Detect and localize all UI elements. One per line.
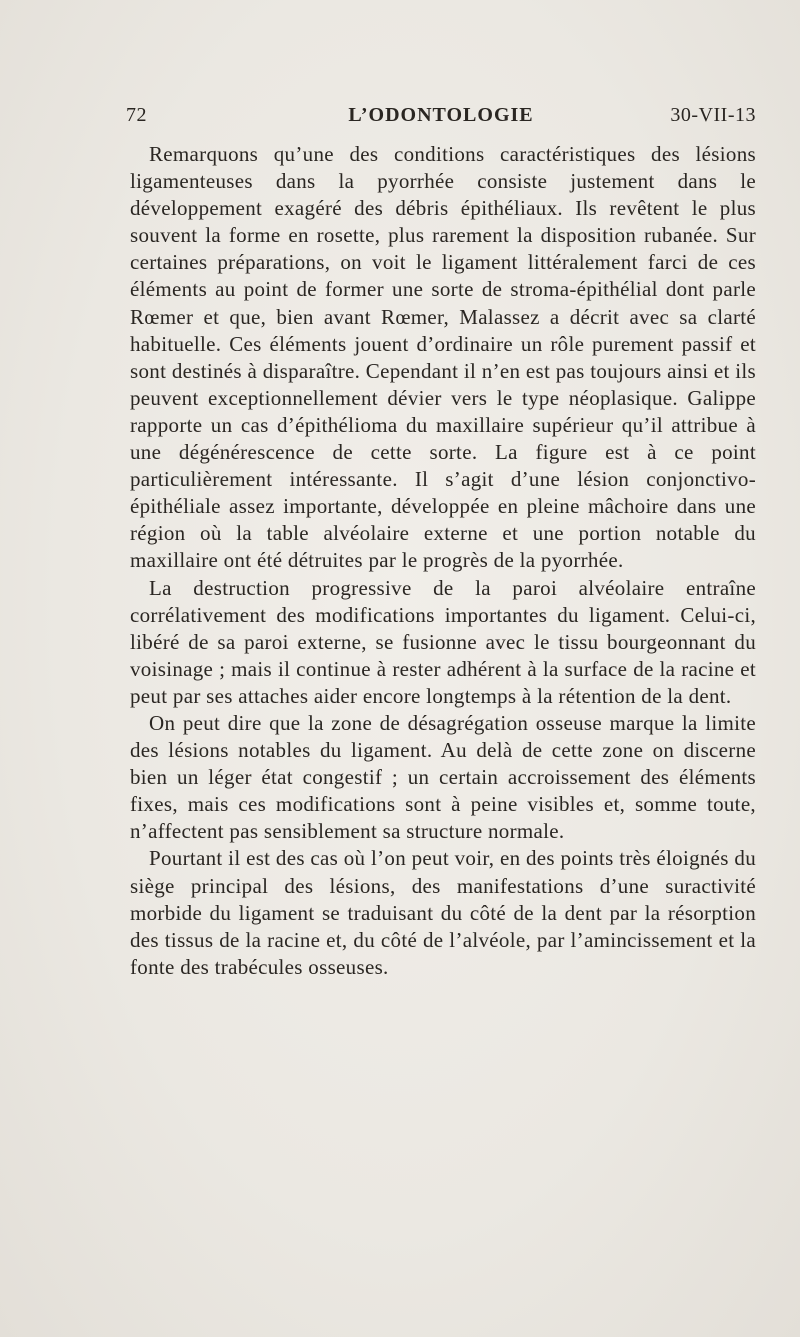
page-number: 72 xyxy=(126,104,147,126)
paragraph: Pourtant il est des cas où l’on peut voir, en des points très éloignés du siège principal des lésions, des manifestations d’une suractivité morbide du ligament se traduisant du côté de la dent par la résorption des tissus de la racine et, du côté de l’alvéole, par l’amincissement et la fonte des trabécules osseuses. xyxy=(130,846,756,979)
paragraph: Remarquons qu’une des conditions caractéristiques des lésions ligamenteuses dans la pyorrhée consiste justement dans le développement exagéré des débris épithéliaux. Ils revêtent le plus souvent la forme en rosette, plus rarement la disposition rubanée. Sur certaines préparations, on voit le ligament littéralement farci de ces éléments au point de former une sorte de stroma-épithélial dont parle Rœmer et que, bien avant Rœmer, Malassez a décrit avec sa clarté habituelle. Ces éléments jouent d’ordinaire un rôle purement passif et sont destinés à disparaître. Cependant il n’en est pas toujours ainsi et ils peuvent exceptionnellement dévier vers le type néoplasique. Galippe rapporte un cas d’épithélioma du maxillaire supérieur qu’il attribue à une dégénérescence de cette sorte. La figure est à ce point particulièrement intéressante. Il s’agit d’une lésion conjonctivo-épithéliale assez importante, développée en pleine mâchoire dans une région où la table alvéolaire externe et une portion notable du maxillaire ont été détruites par le progrès de la pyorrhée. xyxy=(130,142,756,573)
paragraph: On peut dire que la zone de désagrégation osseuse marque la limite des lésions notables du ligament. Au delà de cette zone on discerne bien un léger état congestif ; un certain accroissement des éléments fixes, mais ces modifications sont à peine visibles et, somme toute, n’affectent pas sensiblement sa structure normale. xyxy=(130,710,756,844)
paragraph: La destruction progressive de la paroi alvéolaire entraîne corrélativement des modifications importantes du ligament. Celui-ci, libéré de sa paroi externe, se fusionne avec le tissu bourgeonnant du voisinage ; mais il continue à rester adhérent à la surface de la racine et peut par ses attaches aider encore longtemps à la rétention de la dent. xyxy=(130,575,756,708)
running-header xyxy=(126,104,756,128)
body-text xyxy=(130,141,756,981)
journal-title: L’ODONTOLOGIE xyxy=(348,104,534,126)
issue-date: 30-VII-13 xyxy=(670,104,756,126)
